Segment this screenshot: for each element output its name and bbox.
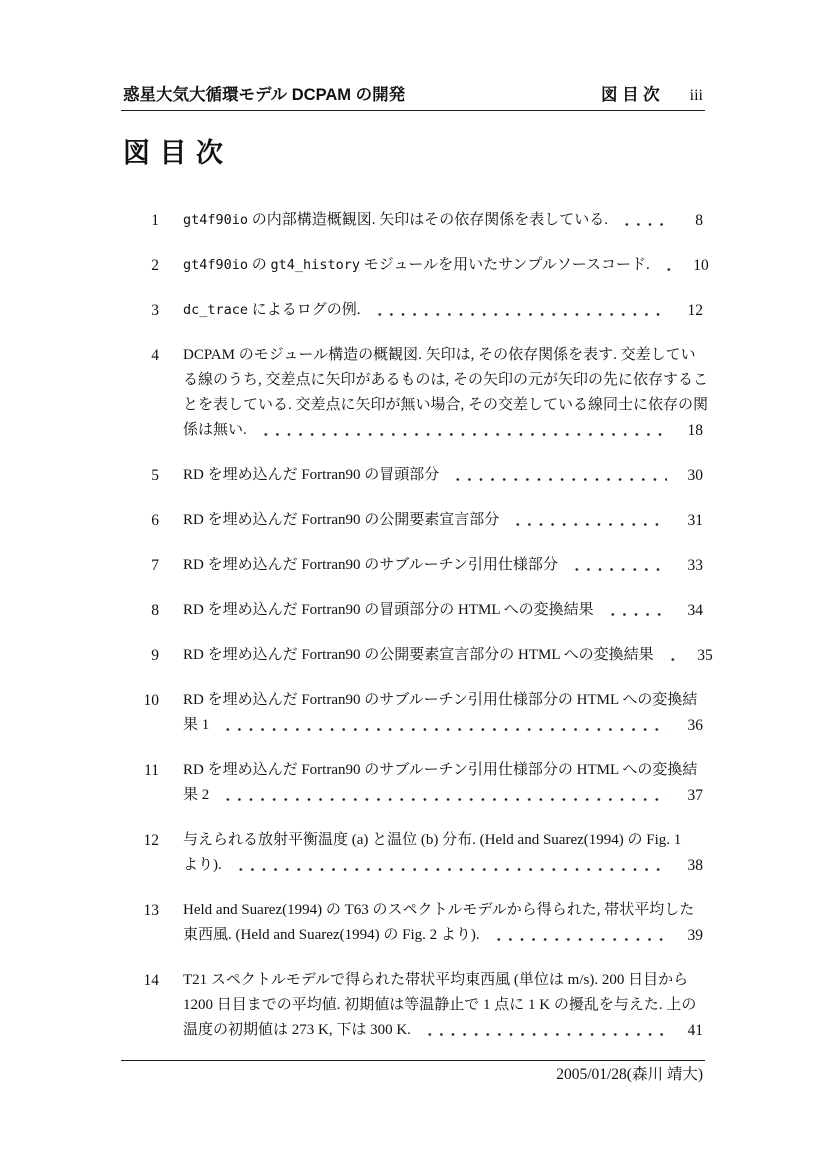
figure-caption-line [183, 853, 703, 878]
toc-entry-7 [123, 553, 703, 578]
figure-number: 13 [143, 902, 159, 919]
header-document-title: 惑星大気大循環モデル DCPAM の開発 [123, 86, 406, 104]
caption-text: T21 スペクトルモデルで得られた帯状平均東西風 (単位は m/s). 200 日目から [183, 972, 689, 988]
figure-caption-line [183, 758, 703, 783]
dot-leader [256, 418, 667, 443]
figure-caption-line [183, 993, 703, 1018]
dot-leader [420, 1018, 667, 1043]
figure-number: 11 [144, 762, 159, 779]
figure-number: 1 [151, 212, 159, 229]
caption-text: とを表している. 交差点に矢印が無い場合, その交差している線同士に依存の関 [183, 397, 709, 413]
page-number: 10 [693, 257, 709, 274]
toc-entry-14 [123, 968, 703, 1043]
caption-text: 東西風. (Held and Suarez(1994) の Fig. 2 より). [183, 927, 480, 943]
dot-leader [370, 298, 667, 323]
figure-caption-line [183, 343, 703, 368]
code-identifier: gt4_history [270, 257, 360, 273]
figure-caption-line [183, 688, 703, 713]
footer-date-author: 2005/01/28(森川 靖大) [556, 1066, 703, 1083]
caption-text: RD を埋め込んだ Fortran90 のサブルーチン引用仕様部分の HTML への変換結 [183, 762, 698, 778]
figure-caption-line [183, 828, 703, 853]
caption-text: RD を埋め込んだ Fortran90 の公開要素宣言部分の HTML への変換結果 [183, 647, 654, 663]
toc-entry-2 [123, 253, 709, 278]
list-of-figures [123, 208, 713, 1063]
toc-entry-6 [123, 508, 703, 533]
caption-text: RD を埋め込んだ Fortran90 の冒頭部分の HTML への変換結果 [183, 602, 594, 618]
figure-number: 10 [143, 692, 159, 709]
dot-leader [617, 208, 667, 233]
header-section-info [601, 85, 703, 106]
caption-text: RD を埋め込んだ Fortran90 のサブルーチン引用仕様部分 [183, 557, 558, 573]
figure-number: 2 [151, 257, 159, 274]
figure-number: 5 [151, 467, 159, 484]
header-section-label: 図 目 次 [600, 86, 660, 104]
figure-number: 3 [151, 302, 159, 319]
dot-leader [508, 508, 667, 533]
figure-caption-line [183, 968, 703, 993]
page-number: 35 [697, 647, 713, 664]
caption-text: より). [183, 857, 222, 873]
page-number: 18 [687, 422, 703, 439]
toc-entry-8 [123, 598, 703, 623]
figure-caption-line [183, 368, 709, 393]
toc-entry-5 [123, 463, 703, 488]
figure-caption-line [183, 598, 703, 623]
footer-rule [121, 1060, 705, 1061]
page-title: 図 目 次 [123, 138, 225, 168]
caption-text: る線のうち, 交差点に矢印があるものは, その矢印の元が矢印の先に依存するこ [183, 372, 709, 388]
code-identifier: dc_trace [183, 302, 249, 318]
figure-caption-line [183, 713, 703, 738]
figure-caption-line [183, 643, 713, 668]
toc-entry-10 [123, 688, 703, 738]
page-number: 36 [687, 717, 703, 734]
caption-text: 1200 日目までの平均値. 初期値は等温静止で 1 点に 1 K の擾乱を与えた. 上の [183, 997, 697, 1013]
dot-leader [448, 463, 667, 488]
figure-caption-line [183, 783, 703, 808]
caption-text: RD を埋め込んだ Fortran90 の冒頭部分 [183, 467, 440, 483]
caption-text: の [248, 257, 271, 273]
page-number: 41 [687, 1022, 703, 1039]
figure-caption-line [183, 298, 703, 323]
dot-leader [659, 253, 673, 278]
figure-caption-line [183, 508, 703, 533]
figure-caption-line [183, 418, 703, 443]
figure-caption-line [183, 898, 703, 923]
dot-leader [218, 783, 667, 808]
dot-leader [231, 853, 667, 878]
caption-text: 温度の初期値は 273 K, 下は 300 K. [183, 1022, 411, 1038]
page-header [123, 85, 703, 106]
page-number: 34 [687, 602, 703, 619]
toc-entry-1 [123, 208, 703, 233]
page-number: 37 [687, 787, 703, 804]
page-number: 31 [687, 512, 703, 529]
caption-text: 係は無い. [183, 422, 247, 438]
figure-number: 12 [143, 832, 159, 849]
page-number: 12 [687, 302, 703, 319]
dot-leader [489, 923, 667, 948]
figure-caption-line [183, 208, 703, 233]
figure-number: 9 [151, 647, 159, 664]
dot-leader [603, 598, 667, 623]
code-identifier: gt4f90io [183, 257, 249, 273]
page-number: 39 [687, 927, 703, 944]
dot-leader [663, 643, 677, 668]
toc-entry-4 [123, 343, 709, 443]
code-identifier: gt4f90io [183, 212, 249, 228]
toc-entry-13 [123, 898, 703, 948]
page-number: 8 [695, 212, 703, 229]
figure-caption-line [183, 253, 709, 278]
figure-caption-line [183, 1018, 703, 1043]
figure-caption-line [183, 923, 703, 948]
toc-entry-9 [123, 643, 713, 668]
header-rule [121, 110, 705, 111]
caption-text: 与えられる放射平衡温度 (a) と温位 (b) 分布. (Held and Suarez(1994) の Fig. 1 [183, 832, 682, 848]
figure-caption-line [183, 553, 703, 578]
figure-number: 8 [151, 602, 159, 619]
figure-caption-line [183, 393, 709, 418]
caption-text: DCPAM のモジュール構造の概観図. 矢印は, その依存関係を表す. 交差してい [183, 347, 696, 363]
page-number: 30 [687, 467, 703, 484]
caption-text: RD を埋め込んだ Fortran90 の公開要素宣言部分 [183, 512, 500, 528]
caption-text: の内部構造概観図. 矢印はその依存関係を表している. [248, 212, 609, 228]
caption-text: RD を埋め込んだ Fortran90 のサブルーチン引用仕様部分の HTML への変換結 [183, 692, 698, 708]
toc-entry-3 [123, 298, 703, 323]
figure-caption-line [183, 463, 703, 488]
figure-number: 14 [143, 972, 159, 989]
page-number: 33 [687, 557, 703, 574]
caption-text: 果 2 [183, 787, 210, 803]
dot-leader [567, 553, 667, 578]
dot-leader [218, 713, 667, 738]
caption-text: によるログの例. [248, 302, 361, 318]
figure-number: 7 [151, 557, 159, 574]
toc-entry-12 [123, 828, 703, 878]
caption-text: モジュールを用いたサンプルソースコード. [359, 257, 650, 273]
figure-number: 6 [151, 512, 159, 529]
toc-entry-11 [123, 758, 703, 808]
caption-text: Held and Suarez(1994) の T63 のスペクトルモデルから得られた, 帯状平均した [183, 902, 695, 918]
page-number: 38 [687, 857, 703, 874]
caption-text: 果 1 [183, 717, 210, 733]
figure-number: 4 [151, 347, 159, 364]
header-page-number: iii [689, 87, 703, 104]
